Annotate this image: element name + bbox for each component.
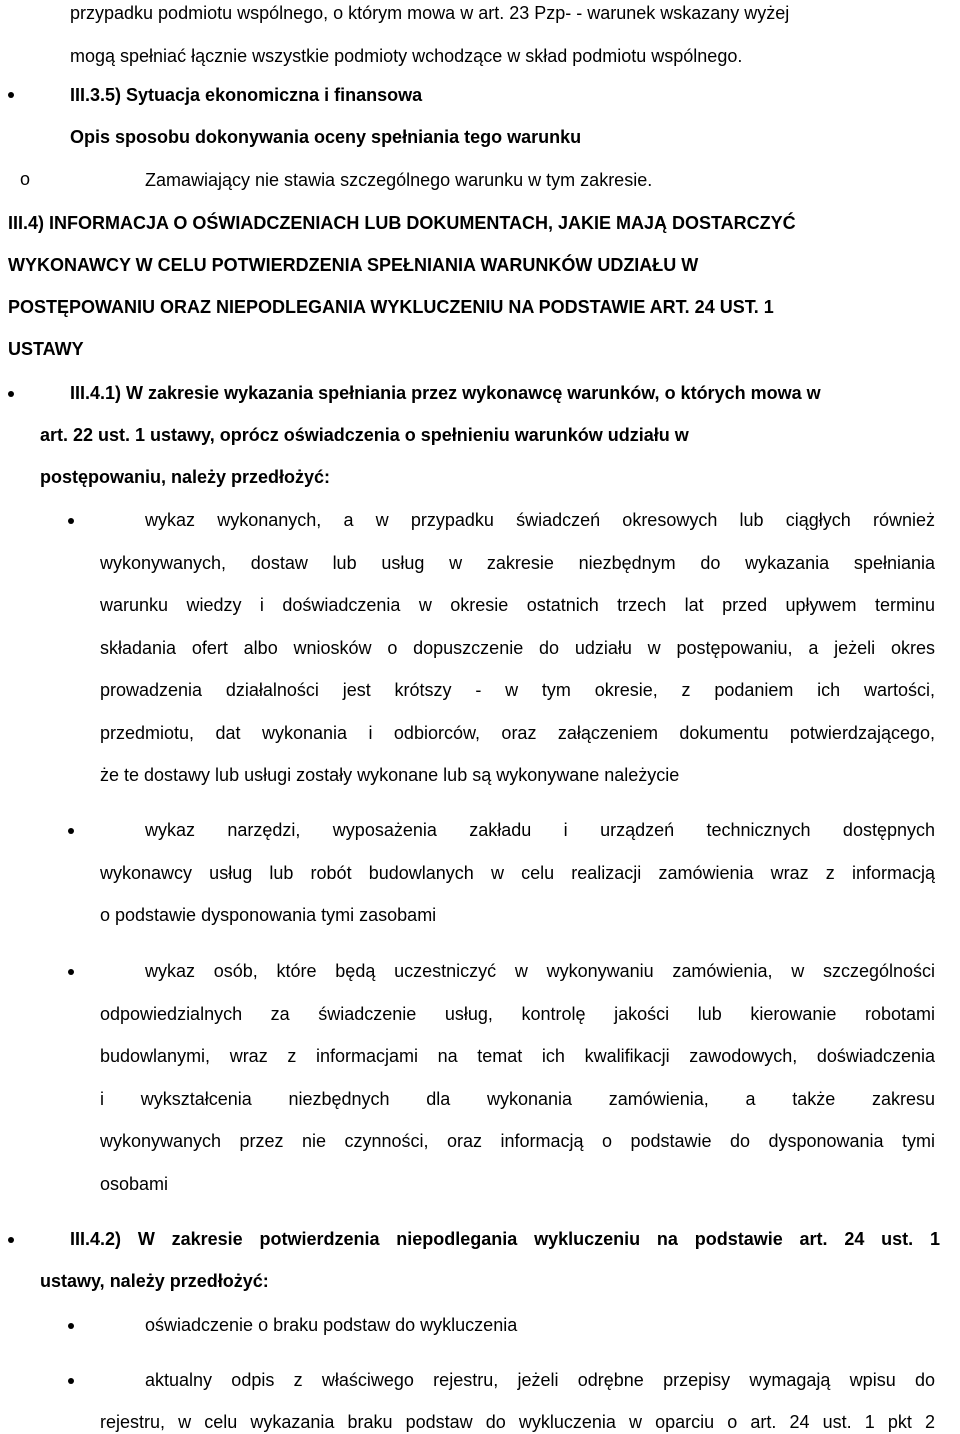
bullet-icon <box>68 828 74 834</box>
section-iii4-heading-line-3: POSTĘPOWANIU ORAZ NIEPODLEGANIA WYKLUCZENIU NA PODSTAWIE ART. 24 UST. 1 <box>8 297 774 317</box>
section-iii4-heading-line-4: USTAWY <box>8 339 84 359</box>
list-item-3-line-1: wykaz osób, które będą uczestniczyć w wykonywaniu zamówienia, w szczególności <box>145 961 935 981</box>
list-item-1-line-5: prowadzenia działalności jest krótszy - w tym okresie, z podaniem ich wartości, <box>100 680 935 700</box>
section-iii35-sub-bullet-text: Zamawiający nie stawia szczególnego warunku w tym zakresie. <box>145 170 653 190</box>
bullet-icon <box>68 1323 74 1329</box>
list-item-5-line-2: rejestru, w celu wykazania braku podstaw do wykluczenia w oparciu o art. 24 ust. 1 pkt 2 <box>100 1412 935 1432</box>
section-iii35-subheading: Opis sposobu dokonywania oceny spełniania tego warunku <box>70 127 582 147</box>
bullet-icon <box>8 391 14 397</box>
list-item-3-line-5: wykonywanych przez nie czynności, oraz informacją o podstawie do dysponowania tymi <box>100 1131 935 1151</box>
list-item-2-line-3: o podstawie dysponowania tymi zasobami <box>100 905 437 925</box>
list-item-3-line-6: osobami <box>100 1174 169 1194</box>
list-item-4-line-1: oświadczenie o braku podstaw do wykluczenia <box>145 1315 518 1335</box>
intro-line-1: przypadku podmiotu wspólnego, o którym mowa w art. 23 Pzp- - warunek wskazany wyżej <box>70 3 790 23</box>
list-item-1-line-3: warunku wiedzy i doświadczenia w okresie ostatnich trzech lat przed upływem terminu <box>100 595 935 615</box>
list-item-5-line-1: aktualny odpis z właściwego rejestru, jeżeli odrębne przepisy wymagają wpisu do <box>145 1370 935 1390</box>
bullet-icon <box>8 92 14 98</box>
section-iii42-line-2: ustawy, należy przedłożyć: <box>40 1271 269 1291</box>
section-iii4-heading-line-1: III.4) INFORMACJA O OŚWIADCZENIACH LUB DOKUMENTACH, JAKIE MAJĄ DOSTARCZYĆ <box>8 213 796 233</box>
list-item-1-line-4: składania ofert albo wniosków o dopuszczenie do udziału w postępowaniu, a jeżeli okres <box>100 638 935 658</box>
bullet-icon <box>68 1378 74 1384</box>
list-item-1-line-6: przedmiotu, dat wykonania i odbiorców, oraz załączeniem dokumentu potwierdzającego, <box>100 723 935 743</box>
intro-line-2: mogą spełniać łącznie wszystkie podmioty wchodzące w skład podmiotu wspólnego. <box>70 46 743 66</box>
circle-bullet-icon: o <box>20 169 31 189</box>
section-iii41-line-2: art. 22 ust. 1 ustawy, oprócz oświadczenia o spełnieniu warunków udziału w <box>40 425 689 445</box>
section-iii35-heading: III.3.5) Sytuacja ekonomiczna i finansowa <box>70 85 423 105</box>
bullet-icon <box>68 969 74 975</box>
section-iii4-heading-line-2: WYKONAWCY W CELU POTWIERDZENIA SPEŁNIANIA WARUNKÓW UDZIAŁU W <box>8 255 699 275</box>
section-iii41-line-3: postępowaniu, należy przedłożyć: <box>40 467 331 487</box>
section-iii42-line-1: III.4.2) W zakresie potwierdzenia niepodlegania wykluczeniu na podstawie art. 24 ust. 1 <box>70 1229 940 1249</box>
list-item-3-line-3: budowlanymi, wraz z informacjami na temat ich kwalifikacji zawodowych, doświadczenia <box>100 1046 935 1066</box>
list-item-3-line-4: i wykształcenia niezbędnych dla wykonania zamówienia, a także zakresu <box>100 1089 935 1109</box>
list-item-1-line-2: wykonywanych, dostaw lub usług w zakresie niezbędnym do wykazania spełniania <box>100 553 935 573</box>
bullet-icon <box>68 518 74 524</box>
list-item-1-line-1: wykaz wykonanych, a w przypadku świadczeń okresowych lub ciągłych również <box>145 510 935 530</box>
list-item-2-line-1: wykaz narzędzi, wyposażenia zakładu i urządzeń technicznych dostępnych <box>145 820 935 840</box>
list-item-1-line-7: że te dostawy lub usługi zostały wykonane lub są wykonywane należycie <box>100 765 680 785</box>
section-iii41-line-1: III.4.1) W zakresie wykazania spełniania przez wykonawcę warunków, o których mowa w <box>70 383 821 403</box>
bullet-icon <box>8 1237 14 1243</box>
list-item-2-line-2: wykonawcy usług lub robót budowlanych w celu realizacji zamówienia wraz z informacją <box>100 863 935 883</box>
list-item-3-line-2: odpowiedzialnych za świadczenie usług, kontrolę jakości lub kierowanie robotami <box>100 1004 935 1024</box>
